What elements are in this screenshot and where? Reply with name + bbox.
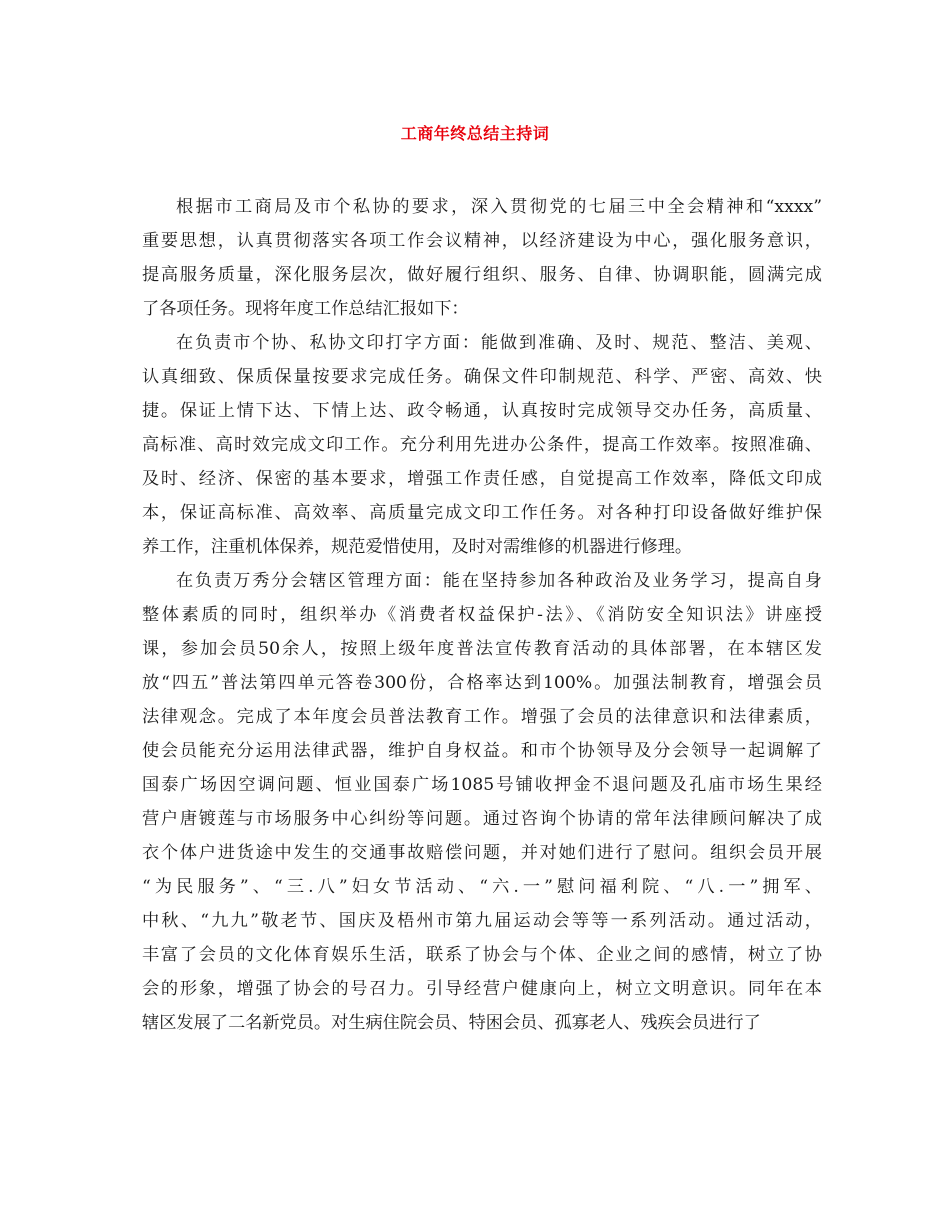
- document-title: 工商年终总结主持词: [400, 124, 550, 143]
- paragraph: [142, 326, 822, 564]
- paragraph-line: 养工作，注重机体保养，规范爱惜使用，及时对需维修的机器进行修理。: [142, 537, 693, 557]
- paragraph: [142, 564, 822, 1040]
- paragraph-line: 课，参加会员50余人，按照上级年度普法宣传教育活动的具体部署，在本辖区发: [142, 639, 822, 659]
- paragraph-line: 放“四五”普法第四单元答卷300份，合格率达到100%。加强法制教育，增强会员: [142, 673, 822, 693]
- paragraph-line: 丰富了会员的文化体育娱乐生活，联系了协会与个体、企业之间的感情，树立了协: [142, 945, 822, 965]
- paragraph-line: 会的形象，增强了协会的号召力。引导经营户健康向上，树立文明意识。同年在本: [142, 979, 822, 999]
- paragraph-line: 本，保证高标准、高效率、高质量完成文印工作任务。对各种打印设备做好维护保: [142, 503, 822, 523]
- paragraph-line: 高标准、高时效完成文印工作。充分利用先进办公条件，提高工作效率。按照准确、: [142, 435, 822, 455]
- paragraph: [142, 190, 822, 326]
- paragraph-line: 提高服务质量，深化服务层次，做好履行组织、服务、自律、协调职能，圆满完成: [142, 265, 822, 285]
- paragraph-line: 捷。保证上情下达、下情上达、政令畅通，认真按时完成领导交办任务，高质量、: [142, 401, 822, 421]
- paragraph-line: 辖区发展了二名新党员。对生病住院会员、特困会员、孤寡老人、残疾会员进行了: [142, 1013, 761, 1033]
- paragraph-line: 根据市工商局及市个私协的要求，深入贯彻党的七届三中全会精神和“xxxx”: [176, 197, 822, 217]
- paragraph-line: 在负责万秀分会辖区管理方面：能在坚持参加各种政治及业务学习，提高自身: [176, 571, 822, 591]
- paragraph-line: 重要思想，认真贯彻落实各项工作会议精神，以经济建设为中心，强化服务意识，: [142, 231, 822, 251]
- paragraph-line: “为民服务”、“三.八”妇女节活动、“六.一”慰问福利院、“八.一”拥军、: [142, 877, 822, 897]
- paragraph-line: 法律观念。完成了本年度会员普法教育工作。增强了会员的法律意识和法律素质，: [142, 707, 822, 727]
- paragraph-line: 中秋、“九九”敬老节、国庆及梧州市第九届运动会等等一系列活动。通过活动，: [142, 911, 822, 931]
- paragraph-line: 营户唐镀莲与市场服务中心纠纷等问题。通过咨询个协请的常年法律顾问解决了成: [142, 809, 822, 829]
- paragraph-line: 在负责市个协、私协文印打字方面：能做到准确、及时、规范、整洁、美观、: [176, 333, 822, 353]
- paragraph-line: 使会员能充分运用法律武器，维护自身权益。和市个协领导及分会领导一起调解了: [142, 741, 822, 761]
- paragraph-line: 及时、经济、保密的基本要求，增强工作责任感，自觉提高工作效率，降低文印成: [142, 469, 822, 489]
- paragraph-line: 衣个体户进货途中发生的交通事故赔偿问题，并对她们进行了慰问。组织会员开展: [142, 843, 822, 863]
- paragraph-line: 国泰广场因空调问题、恒业国泰广场1085号铺收押金不退问题及孔庙市场生果经: [142, 775, 822, 795]
- paragraph-line: 认真细致、保质保量按要求完成任务。确保文件印制规范、科学、严密、高效、快: [142, 367, 822, 387]
- document-body: [142, 190, 822, 1040]
- paragraph-line: 了各项任务。现将年度工作总结汇报如下：: [142, 299, 469, 319]
- paragraph-line: 整体素质的同时，组织举办《消费者权益保护-法》、《消防安全知识法》讲座授: [142, 605, 822, 625]
